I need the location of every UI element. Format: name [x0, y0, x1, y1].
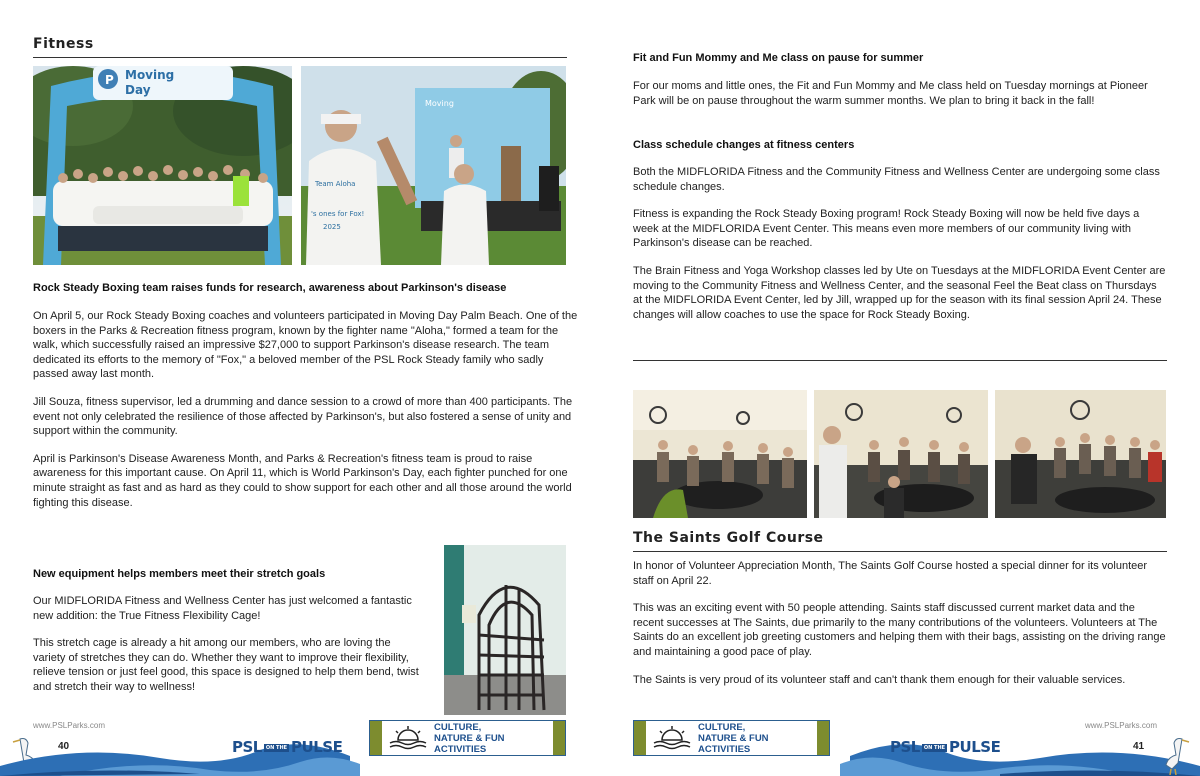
paragraph: This stretch cage is already a hit among our members, who are loving the variety of stretches they can do. Whether they want to improve their flexibility, relieve tension or just feel good, this space is designed to help them bend, twist and stretch their way to wellness!: [33, 637, 419, 693]
paragraph: The Brain Fitness and Yoga Workshop classes led by Ute on Tuesdays at the MIDFLORIDA Event Center are moving to the Community Fitness and Wellness Center, and the seasonal Feel the Beat class on Thursdays at the MIDFLORIDA Event Center, led by Jill, wrapped up for the season with its final session April 24. These changes will allow coaches to use the space for Rock Steady Boxing.: [633, 264, 1166, 321]
heron-icon: [1156, 735, 1192, 775]
article-body-schedule: [633, 165, 1167, 335]
svg-text:P: P: [105, 73, 114, 87]
badge-line3: ACTIVITIES: [434, 743, 487, 755]
paragraph: Fitness is expanding the Rock Steady Boxing program! Rock Steady Boxing will now be held five days a week at the MIDFLORIDA Event Center. This means even more members of our community living with Parkinson's disease can be reached.: [633, 208, 1140, 250]
shirt-year: 2025: [323, 223, 341, 231]
paragraph: April is Parkinson's Disease Awareness Month, and Parks & Recreation's fitness team is proud to raise awareness for this important cause. On April 11, which is World Parkinson's Day, each fighter punched for one minute straight as fast and as hard as they could to show support for each other and all those around the world fighting this disease.: [33, 452, 572, 509]
paragraph: Our MIDFLORIDA Fitness and Wellness Center has just welcomed a fantastic new addition: the True Fitness Flexibility Cage!: [33, 595, 412, 622]
saints-dinner-photo-1: [633, 390, 807, 518]
saints-dinner-photo-3: [995, 390, 1166, 518]
logo-psl: PSL: [890, 738, 920, 756]
paragraph: On April 5, our Rock Steady Boxing coaches and volunteers participated in Moving Day Palm Beach. One of the boxers in the Parks & Recreation fitness program, known by the fighter name "Aloha," formed a team for the walk, which successfully raised an impressive $27,000 to support Parkinson's disease research. The team dedicated its efforts to the memory of "Fox," a beloved member of the PSL Rock Steady family who sadly passed away last month.: [33, 310, 578, 381]
footer-url: www.PSLParks.com: [33, 721, 106, 730]
logo-psl: PSL: [232, 738, 262, 756]
page-number: 40: [58, 741, 70, 752]
section-rule: [633, 551, 1167, 552]
article-headline-schedule: Class schedule changes at fitness centers: [633, 139, 855, 151]
paragraph: This was an exciting event with 50 people attending. Saints staff discussed current market data and the recent successes at The Saints, due primarily to the many contributions of the volunteers. Volunteers at The Saints do an excellent job greeting customers and helping them with their bags, assisting on the driving range and maintaining a good pace of play.: [633, 602, 1166, 658]
section-divider: [633, 360, 1167, 361]
logo-on-the: ON THE: [265, 744, 288, 751]
banner-line1: Moving: [125, 68, 175, 82]
drumming-session-photo: [301, 66, 566, 265]
section-title-saints: The Saints Golf Course: [633, 530, 824, 546]
paragraph: In honor of Volunteer Appreciation Month, The Saints Golf Course hosted a special dinner for its volunteer staff on April 22.: [633, 560, 1148, 587]
badge-line2: NATURE & FUN: [698, 732, 769, 744]
section-rule: [33, 57, 567, 58]
moving-day-group-photo: [33, 66, 292, 265]
logo-pulse: PULSE: [949, 738, 1001, 756]
paragraph: Both the MIDFLORIDA Fitness and the Community Fitness and Wellness Center are undergoing some class schedule changes.: [633, 166, 1160, 193]
right-page: [600, 0, 1200, 776]
culture-nature-fun-badge: [369, 720, 566, 756]
page-number: 41: [1133, 741, 1145, 752]
badge-line1: CULTURE,: [434, 721, 482, 733]
flexibility-cage-photo: [444, 545, 566, 715]
badge-line1: CULTURE,: [698, 721, 746, 733]
paragraph: Jill Souza, fitness supervisor, led a drumming and dance session to a crowd of more than 400 participants. The event not only celebrated the resilience of those affected by Parkinson's, but also fostered a sense of unity and support within the community.: [33, 395, 573, 438]
logo-on-the: ON THE: [923, 744, 946, 751]
paragraph: The Saints is very proud of its volunteer staff and can't thank them enough for their valuable services.: [633, 673, 1126, 686]
sunset-icon: [382, 721, 434, 755]
footer-url: www.PSLParks.com: [1085, 721, 1158, 730]
article-body-stretch: [33, 594, 423, 708]
saints-dinner-photo-2: [814, 390, 988, 518]
logo-pulse: PULSE: [291, 738, 343, 756]
article-headline-stretch: New equipment helps members meet their stretch goals: [33, 568, 326, 580]
svg-text:Moving: Moving: [425, 99, 454, 108]
psl-pulse-logo: [890, 738, 1000, 756]
article-body-rock-steady: [33, 309, 578, 523]
shirt-text2: 's ones for Fox!: [311, 210, 365, 218]
article-body-saints: [633, 559, 1167, 700]
badge-line2: NATURE & FUN: [434, 732, 505, 744]
shirt-text1: Team Aloha: [315, 180, 356, 188]
banner-line2: Day: [125, 83, 151, 97]
article-headline-rock-steady: Rock Steady Boxing team raises funds for research, awareness about Parkinson's disease: [33, 282, 507, 294]
psl-pulse-logo: [232, 738, 342, 756]
article-headline-mommy-me: Fit and Fun Mommy and Me class on pause for summer: [633, 52, 924, 64]
badge-line3: ACTIVITIES: [698, 743, 751, 755]
paragraph: For our moms and little ones, the Fit and Fun Mommy and Me class held on Tuesday mornings at Pioneer Park will be on pause throughout the warm summer months. We plan to bring it back in the fall!: [633, 80, 1148, 107]
article-body-mommy-me: [633, 79, 1167, 121]
section-title-fitness: Fitness: [33, 36, 94, 52]
